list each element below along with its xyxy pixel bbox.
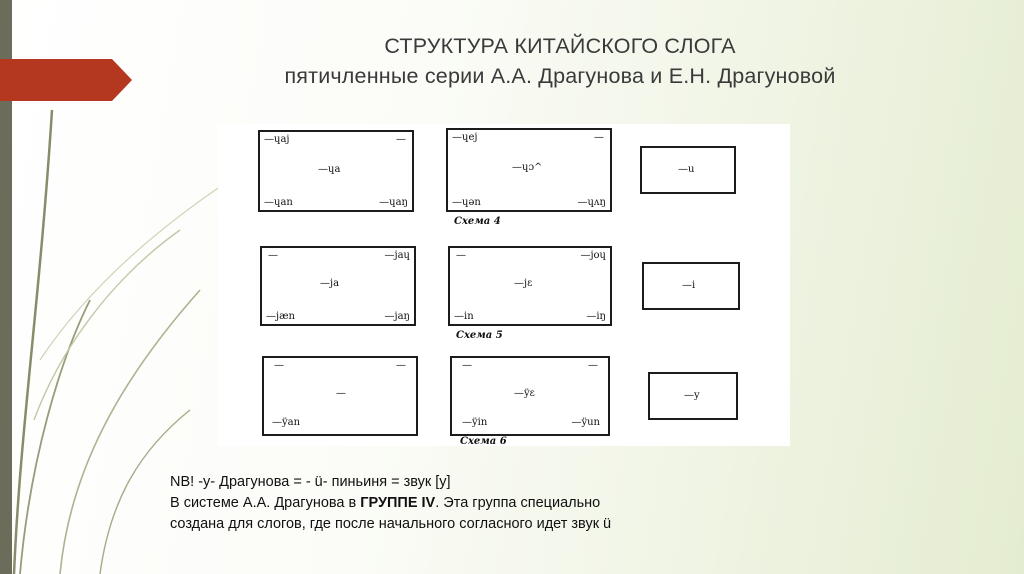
note-line-2 xyxy=(170,493,930,514)
scheme4-caption: Схема 4 xyxy=(454,216,501,227)
scheme6-box3 xyxy=(648,372,738,420)
scheme4-box2-tr: — xyxy=(594,132,604,143)
scheme5-box2-tr: —joɥ xyxy=(580,250,606,261)
scheme6-box2-br: —ÿun xyxy=(571,417,600,428)
scheme5-box2-c: —jɛ xyxy=(514,278,533,289)
scheme4-box2-bl: —ɥən xyxy=(452,197,481,208)
scheme5-box3-c: —i xyxy=(682,280,696,291)
scheme5-box2 xyxy=(448,246,612,326)
scheme5-box1-bl: —jæn xyxy=(266,311,295,322)
scheme6-box2-bl: —ÿin xyxy=(462,417,488,428)
scheme4-box1 xyxy=(258,130,414,212)
slide-subtitle: пятичленные серии А.А. Драгунова и Е.Н. Драгуновой xyxy=(284,64,836,88)
scheme4-box2 xyxy=(446,128,612,212)
note-group-iv: ГРУППЕ IV xyxy=(360,495,436,511)
scheme5-box1-br: —jaŋ xyxy=(384,311,410,322)
scheme4-box1-tr: — xyxy=(396,134,406,145)
scheme6-box1-tl: — xyxy=(274,360,284,371)
scheme4-box2-tl: —ɥej xyxy=(452,132,478,143)
scheme5-box2-bl: —in xyxy=(454,311,474,322)
scheme6-box1-c: — xyxy=(336,388,346,399)
scheme6-box2 xyxy=(450,356,610,436)
scheme4-box3 xyxy=(640,146,736,194)
scheme4-box2-c: —ɥɔ^ xyxy=(512,162,543,173)
scheme4-box2-br: —ɥʌŋ xyxy=(577,197,606,208)
scheme6-caption: Схема 6 xyxy=(460,436,507,447)
note-line-2-start: В системе А.А. Драгунова в xyxy=(170,495,361,511)
scheme5-box2-tl: — xyxy=(456,250,466,261)
scheme6-box3-c: —y xyxy=(684,390,700,401)
note-line-1: NB! -у- Драгунова = - ü- пиньиня = звук [у] xyxy=(170,474,451,490)
scheme4-box1-tl: —ɥaj xyxy=(264,134,290,145)
scheme4-box1-br: —ɥaŋ xyxy=(379,197,408,208)
scheme5-box1-tr: —jaɥ xyxy=(384,250,410,261)
scheme5-box3 xyxy=(642,262,740,310)
scheme6-box1-tr: — xyxy=(396,360,406,371)
scheme6-box2-tl: — xyxy=(462,360,472,371)
scheme4-box1-c: —ɥa xyxy=(318,164,341,175)
note-line-3: создана для слогов, где после начального согласного идет звук ü xyxy=(170,516,612,532)
note-line-2-end: . Эта группа специально xyxy=(435,495,601,511)
red-flag-marker xyxy=(0,59,132,101)
scheme4-box3-c: —u xyxy=(678,164,695,175)
scheme6-box1 xyxy=(262,356,418,436)
scheme5-box1-tl: — xyxy=(268,250,278,261)
syllable-scheme-figure xyxy=(218,124,790,446)
scheme6-box2-c: —ÿɛ xyxy=(514,388,535,399)
scheme6-box2-tr: — xyxy=(588,360,598,371)
scheme5-box1-c: —ja xyxy=(320,278,340,289)
scheme5-box2-br: —iŋ xyxy=(586,311,606,322)
slide-title: СТРУКТУРА КИТАЙСКОГО СЛОГА xyxy=(384,34,736,58)
note-block xyxy=(170,472,930,535)
scheme5-box1 xyxy=(260,246,416,326)
scheme5-caption: Схема 5 xyxy=(456,330,503,341)
scheme4-box1-bl: —ɥan xyxy=(264,197,293,208)
scheme6-box1-bl: —ÿan xyxy=(272,417,301,428)
